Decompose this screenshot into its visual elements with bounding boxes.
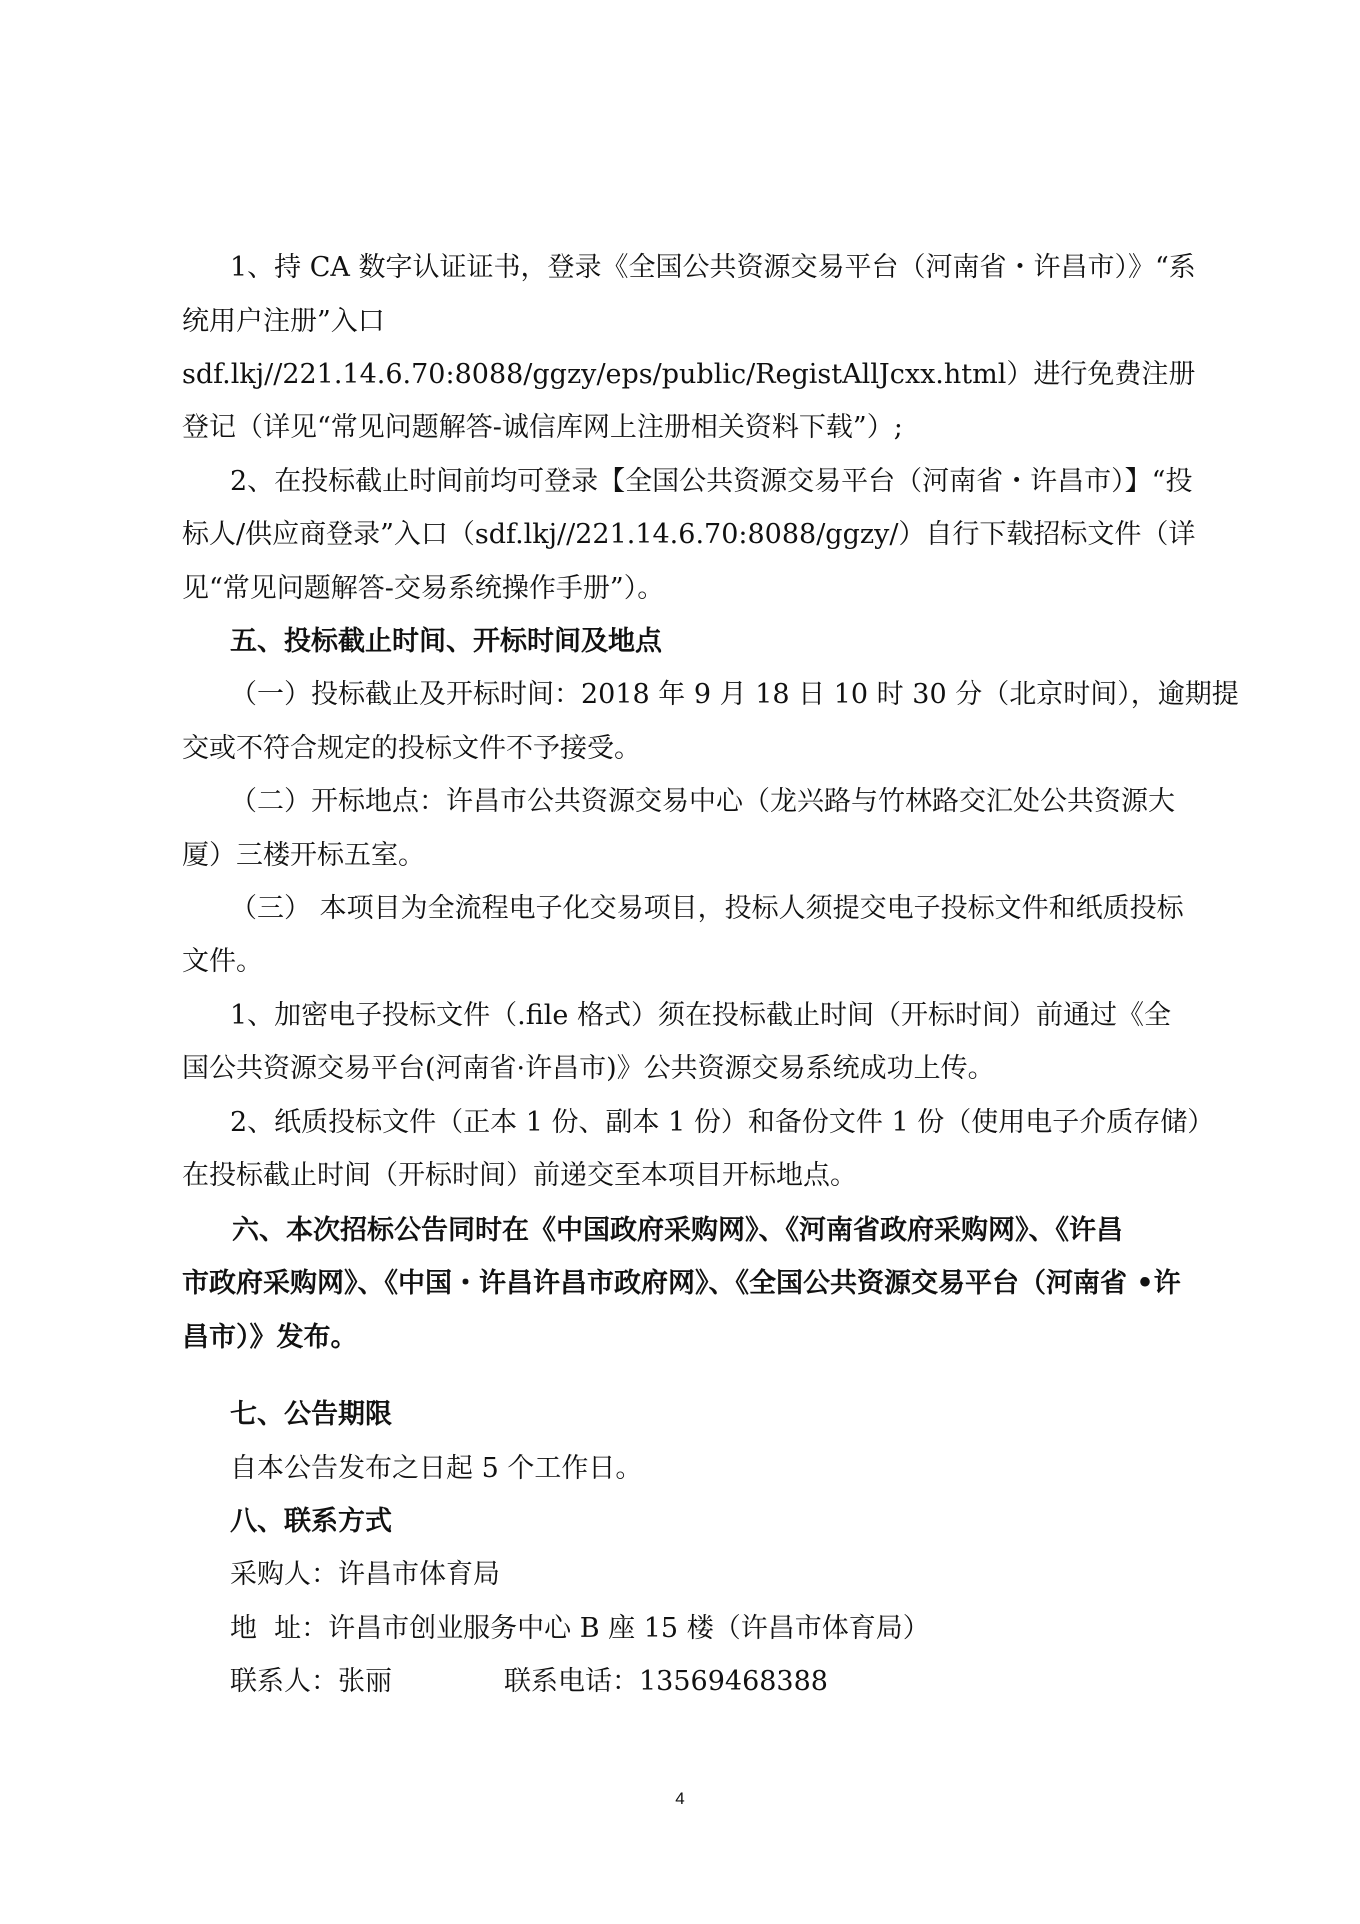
sec4-item1-line1: 1、持 CA 数字认证证书，登录《全国公共资源交易平台（河南省・许昌市）》“系 bbox=[230, 252, 1196, 283]
contact-line bbox=[0, 1664, 1360, 1700]
sec5-p5-line1: 2、纸质投标文件（正本 1 份、副本 1 份）和备份文件 1 份（使用电子介质存储） bbox=[230, 1107, 1215, 1138]
sec5-p1-line2: 交或不符合规定的投标文件不予接受。 bbox=[182, 733, 641, 764]
section7-text: 自本公告发布之日起 5 个工作日。 bbox=[230, 1453, 643, 1484]
sec5-p2-line1: （二）开标地点：许昌市公共资源交易中心（龙兴路与竹林路交汇处公共资源大 bbox=[230, 786, 1175, 817]
purchaser-line: 采购人：许昌市体育局 bbox=[230, 1559, 500, 1590]
sec5-p3-line1: （三） 本项目为全流程电子化交易项目，投标人须提交电子投标文件和纸质投标 bbox=[230, 893, 1184, 924]
sec4-item2-line3: 见“常见问题解答-交易系统操作手册”）。 bbox=[182, 573, 665, 604]
sec4-item1-line4: 登记（详见“常见问题解答-诚信库网上注册相关资料下载”）; bbox=[182, 412, 903, 443]
sec5-p4-line2: 国公共资源交易平台(河南省·许昌市)》公共资源交易系统成功上传。 bbox=[182, 1053, 995, 1084]
sec4-item1-line2: 统用户注册”入口 bbox=[182, 306, 385, 337]
section7-heading: 七、公告期限 bbox=[230, 1399, 392, 1430]
contact-person: 联系人：张丽 bbox=[230, 1666, 392, 1697]
sec5-p1-line1: （一）投标截止及开标时间：2018 年 9 月 18 日 10 时 30 分（北京时间），逾期提 bbox=[230, 679, 1239, 710]
sec5-p4-line1: 1、加密电子投标文件（.file 格式）须在投标截止时间（开标时间）前通过《全 bbox=[230, 1000, 1171, 1031]
section6-line1: 六、本次招标公告同时在《中国政府采购网》、《河南省政府采购网》、《许昌 bbox=[232, 1215, 1123, 1246]
section6-line2: 市政府采购网》、《中国・许昌许昌市政府网》、《全国公共资源交易平台（河南省 •许 bbox=[182, 1268, 1181, 1299]
contact-phone: 联系电话：13569468388 bbox=[504, 1666, 828, 1697]
sec4-item1-line3: sdf.lkj//221.14.6.70:8088/ggzy/eps/public/RegistAllJcxx.html）进行免费注册 bbox=[182, 359, 1196, 390]
sec5-p5-line2: 在投标截止时间（开标时间）前递交至本项目开标地点。 bbox=[182, 1160, 857, 1191]
section8-heading: 八、联系方式 bbox=[230, 1506, 392, 1537]
section6-line3: 昌市）》发布。 bbox=[182, 1322, 358, 1353]
section5-heading: 五、投标截止时间、开标时间及地点 bbox=[230, 626, 662, 657]
address-line: 地 址：许昌市创业服务中心 B 座 15 楼（许昌市体育局） bbox=[230, 1613, 930, 1644]
sec5-p3-line2: 文件。 bbox=[182, 946, 263, 977]
sec5-p2-line2: 厦）三楼开标五室。 bbox=[182, 840, 425, 871]
sec4-item2-line2: 标人/供应商登录”入口（sdf.lkj//221.14.6.70:8088/ggzy/）自行下载招标文件（详 bbox=[182, 519, 1196, 550]
sec4-item2-line1: 2、在投标截止时间前均可登录【全国公共资源交易平台（河南省・许昌市）】“投 bbox=[230, 466, 1193, 497]
page-number: 4 bbox=[675, 1789, 685, 1808]
